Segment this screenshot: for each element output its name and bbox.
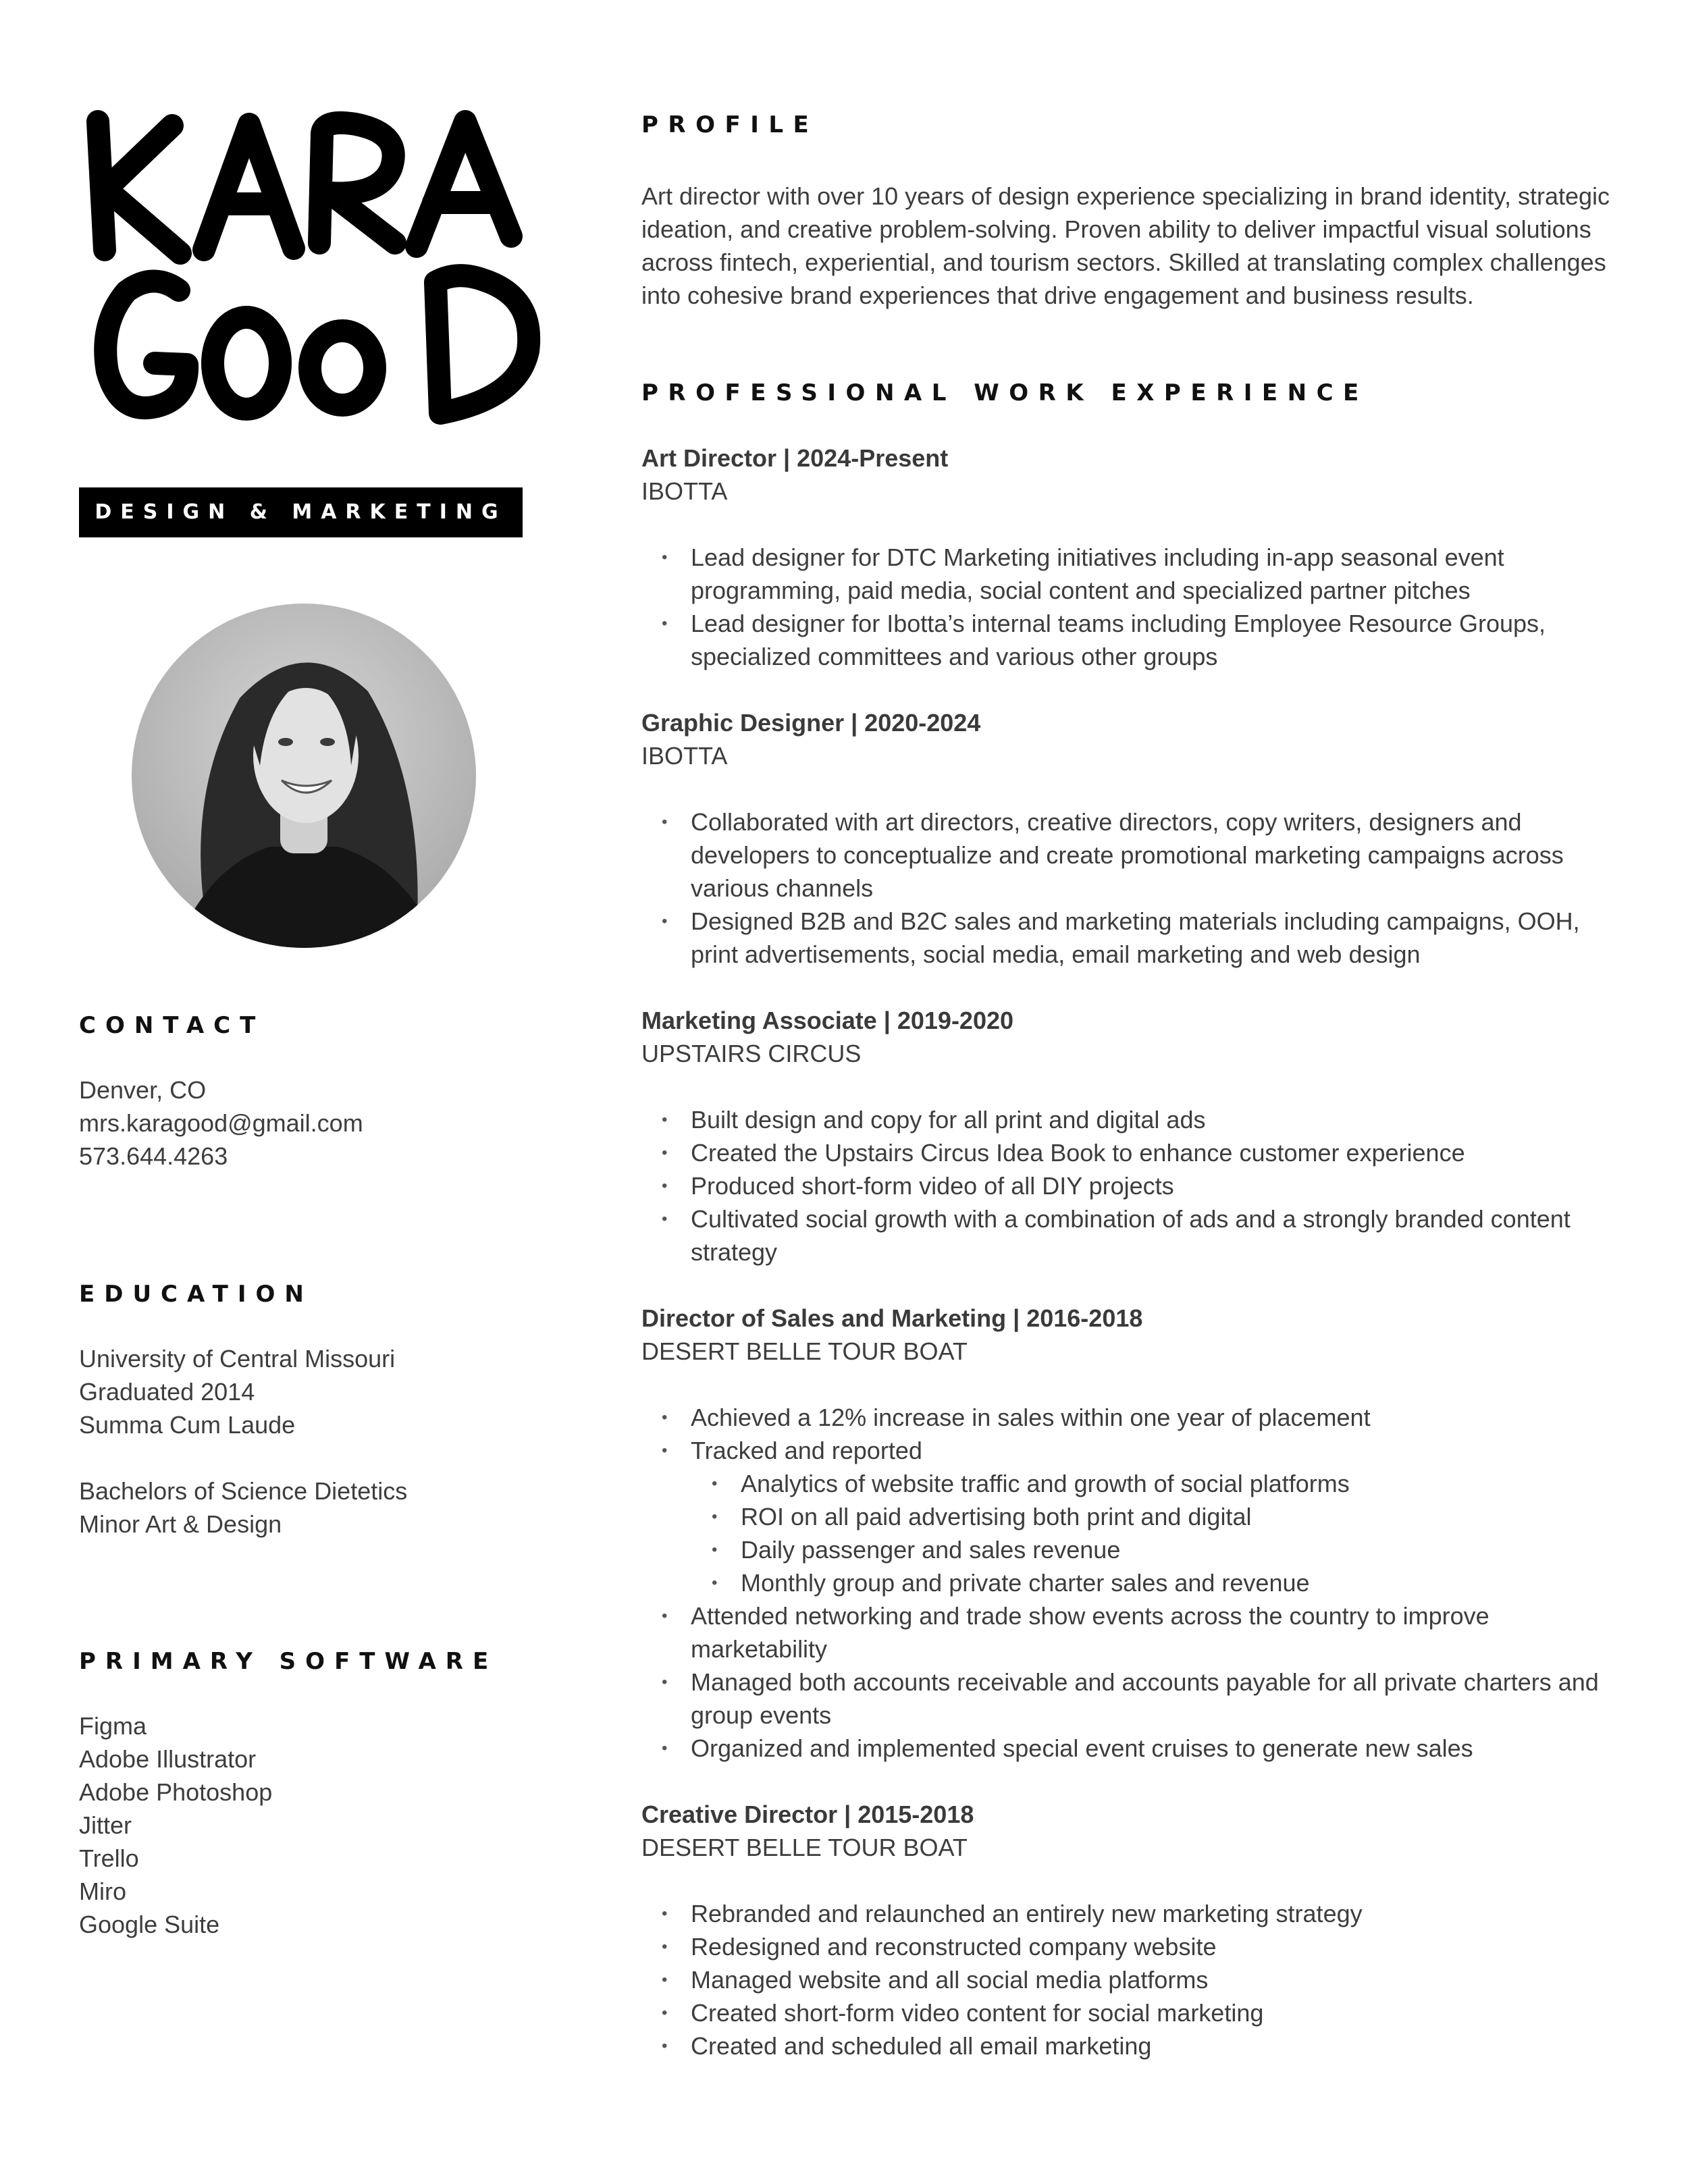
job-bullets (641, 1897, 1614, 2062)
software-heading: PRIMARY SOFTWARE (79, 1648, 498, 1675)
letter-a-2 (417, 122, 511, 246)
job-bullets (641, 541, 1614, 673)
bullet-item: • Lead designer for Ibotta’s internal teams including Employee Resource Groups, specialized committees and various other groups (641, 607, 1614, 673)
name-logo (79, 101, 552, 439)
education-school: University of Central Missouri (79, 1345, 396, 1373)
education-graduated: Graduated 2014 (79, 1378, 255, 1406)
job-title: Director of Sales and Marketing | 2016-2018 (641, 1304, 1143, 1332)
job-company: IBOTTA (641, 477, 728, 505)
contact-phone[interactable]: 573.644.4263 (79, 1142, 228, 1170)
profile-heading: PROFILE (641, 111, 819, 138)
letter-r (319, 123, 395, 243)
software-item: Jitter (79, 1811, 132, 1839)
job-title: Art Director | 2024-Present (641, 444, 949, 472)
bullet-item: • Tracked and reported (641, 1434, 1614, 1467)
bullet-item: • Produced short-form video of all DIY projects (641, 1169, 1614, 1202)
software-item: Adobe Photoshop (79, 1778, 273, 1806)
bullet-item: • Lead designer for DTC Marketing initiatives including in-app seasonal event programming, paid media, social content and specialized partner pitches (641, 541, 1614, 607)
experience-heading: PROFESSIONAL WORK EXPERIENCE (641, 379, 1369, 406)
education-degree: Bachelors of Science Dietetics (79, 1477, 408, 1505)
job-entry (641, 1004, 1614, 1269)
job-entry (641, 706, 1614, 971)
job-bullets (641, 1103, 1614, 1269)
bullet-item: • Created short-form video content for social marketing (641, 1996, 1614, 2029)
job-entry (641, 1302, 1614, 1765)
main-content (641, 111, 1614, 2096)
tagline-badge: DESIGN & MARKETING (79, 487, 523, 537)
job-company: IBOTTA (641, 742, 728, 770)
bullet-item: • Created and scheduled all email marketing (641, 2029, 1614, 2062)
job-company: UPSTAIRS CIRCUS (641, 1040, 862, 1067)
bullet-item: • Organized and implemented special event cruises to generate new sales (641, 1732, 1614, 1765)
contact-email[interactable]: mrs.karagood@gmail.com (79, 1109, 363, 1137)
bullet-item: • Cultivated social growth with a combination of ads and a strongly branded content strategy (641, 1202, 1614, 1269)
job-entry (641, 442, 1614, 673)
name-lettering (79, 101, 552, 439)
job-company: DESERT BELLE TOUR BOAT (641, 1834, 968, 1861)
job-bullets (641, 1401, 1614, 1765)
software-list (79, 1709, 552, 1941)
software-item: Adobe Illustrator (79, 1745, 257, 1773)
software-item: Google Suite (79, 1911, 220, 1938)
bullet-item: • Achieved a 12% increase in sales within one year of placement (641, 1401, 1614, 1434)
sub-bullet-item: • Daily passenger and sales revenue (641, 1533, 1614, 1566)
job-title: Marketing Associate | 2019-2020 (641, 1007, 1014, 1034)
software-item: Trello (79, 1844, 139, 1872)
letter-o (213, 317, 280, 409)
sub-bullet-item: • Monthly group and private charter sales and revenue (641, 1566, 1614, 1599)
letter-g (105, 281, 187, 408)
sub-bullet-item: • ROI on all paid advertising both print and digital (641, 1500, 1614, 1533)
sidebar (79, 101, 552, 1941)
education-honors: Summa Cum Laude (79, 1411, 296, 1439)
bullet-item: • Managed both accounts receivable and accounts payable for all private charters and group events (641, 1666, 1614, 1732)
job-bullets (641, 805, 1614, 971)
software-item: Figma (79, 1712, 147, 1740)
job-title: Creative Director | 2015-2018 (641, 1801, 974, 1828)
bullet-item: • Redesigned and reconstructed company website (641, 1930, 1614, 1963)
bullet-item: • Created the Upstairs Circus Idea Book to enhance customer experience (641, 1136, 1614, 1169)
portrait-image (132, 604, 476, 948)
letter-k-arm (106, 126, 180, 253)
contact-location: Denver, CO (79, 1076, 207, 1104)
bullet-item: • Built design and copy for all print and digital ads (641, 1103, 1614, 1136)
job-company: DESERT BELLE TOUR BOAT (641, 1337, 968, 1365)
letter-a (204, 124, 294, 250)
contact-heading: CONTACT (79, 1012, 265, 1039)
bullet-item: • Attended networking and trade show events across the country to improve marketability (641, 1599, 1614, 1666)
letter-d (436, 275, 529, 413)
profile-summary: Art director with over 10 years of design experience specializing in brand identity, strategic ideation, and creative problem-solving. Proven ability to deliver impactful visual solutions across fintech, experiential, and tourism sectors. Skilled at translating complex challenges into cohesive brand experiences that drive engagement and business results. (641, 182, 1610, 309)
education-minor: Minor Art & Design (79, 1510, 282, 1538)
bullet-item: • Rebranded and relaunched an entirely new marketing strategy (641, 1897, 1614, 1930)
bullet-item: • Managed website and all social media platforms (641, 1963, 1614, 1996)
profile-photo (132, 604, 476, 948)
software-item: Miro (79, 1877, 126, 1905)
experience-list (641, 442, 1614, 2062)
education-heading: EDUCATION (79, 1281, 313, 1308)
job-title: Graphic Designer | 2020-2024 (641, 709, 981, 737)
sub-bullet-item: • Analytics of website traffic and growth of social platforms (641, 1467, 1614, 1500)
education-info (79, 1342, 552, 1541)
job-entry (641, 1798, 1614, 2062)
bullet-item: • Collaborated with art directors, creative directors, copy writers, designers and developers to conceptualize and create promotional marketing campaigns across various channels (641, 805, 1614, 905)
contact-info (79, 1073, 552, 1173)
bullet-item: • Designed B2B and B2C sales and marketing materials including campaigns, OOH, print advertisements, social media, email marketing and web design (641, 905, 1614, 971)
letter-o-small (310, 331, 375, 405)
